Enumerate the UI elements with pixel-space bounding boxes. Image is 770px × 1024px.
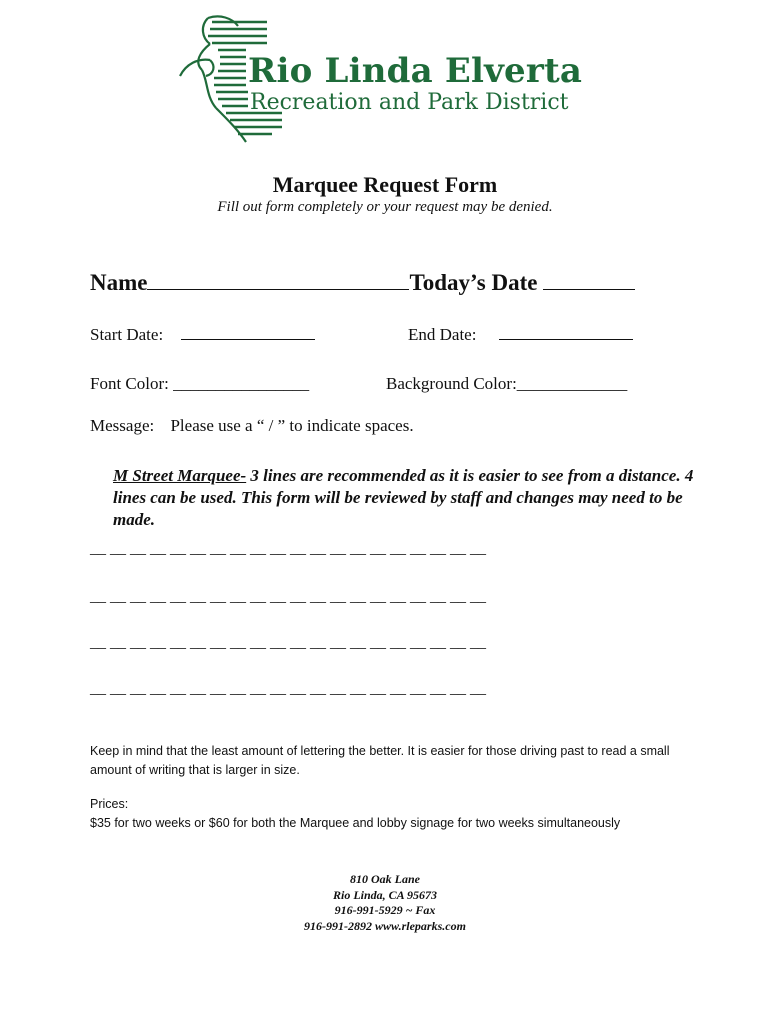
message-line-1[interactable]: __ __ __ __ __ __ __ __ __ __ __ __ __ __ __ __ __ __ __ __ xyxy=(90,540,486,557)
message-hint: Please use a “ / ” to indicate spaces. xyxy=(170,416,414,435)
message-line-4[interactable]: __ __ __ __ __ __ __ __ __ __ __ __ __ __ __ __ __ __ __ __ xyxy=(90,680,486,697)
message-line-2[interactable]: __ __ __ __ __ __ __ __ __ __ __ __ __ __ __ __ __ __ __ __ xyxy=(90,588,486,605)
end-date-field[interactable] xyxy=(499,338,633,340)
district-logo xyxy=(172,12,592,152)
name-field[interactable] xyxy=(147,288,409,290)
font-color-field[interactable]: Font Color: ________________ xyxy=(90,374,310,393)
footer-contact xyxy=(0,872,770,934)
form-subtitle: Fill out form completely or your request may be denied. xyxy=(217,199,553,215)
marquee-note-heading: M Street Marquee- xyxy=(113,466,247,485)
prices-label: Prices: xyxy=(90,797,129,811)
name-date-row xyxy=(90,270,635,296)
footer-fax: 916-991-5929 ~ Fax xyxy=(334,903,436,917)
message-row xyxy=(90,416,414,436)
message-line-3[interactable]: __ __ __ __ __ __ __ __ __ __ __ __ __ __ __ __ __ __ __ __ xyxy=(90,634,486,651)
footer-phone-web: 916-991-2892 www.rleparks.com xyxy=(304,918,466,933)
todays-date-label: Today’s Date xyxy=(409,270,538,295)
footer-city: Rio Linda, CA 95673 xyxy=(332,887,438,902)
message-label: Message: xyxy=(90,416,155,435)
prices-text: $35 for two weeks or $60 for both the Marquee and lobby signage for two weeks simultaneously xyxy=(90,816,621,830)
start-date-label: Start Date: xyxy=(90,325,164,344)
footer-address: 810 Oak Lane xyxy=(350,872,420,886)
todays-date-field[interactable] xyxy=(543,288,635,290)
logo-title: Rio Linda Elverta xyxy=(248,51,583,91)
marquee-note xyxy=(113,465,723,531)
form-title: Marquee Request Form xyxy=(272,172,498,197)
background-color-field[interactable]: Background Color:_____________ xyxy=(386,374,628,393)
end-date-row xyxy=(408,325,633,345)
logo-subtitle: Recreation and Park District xyxy=(250,90,569,115)
marquee-note-text: 3 lines are recommended as it is easier to see from a distance. 4 lines can be used. This form will be reviewed by staff and changes may need to be made. xyxy=(113,466,694,529)
keep-in-mind-text: Keep in mind that the least amount of lettering the better. It is easier for those driving past to read a small amount of writing that is larger in size. xyxy=(90,744,670,777)
name-label: Name xyxy=(90,270,148,295)
end-date-label: End Date: xyxy=(408,325,477,344)
start-date-row xyxy=(90,325,315,345)
start-date-field[interactable] xyxy=(181,338,315,340)
